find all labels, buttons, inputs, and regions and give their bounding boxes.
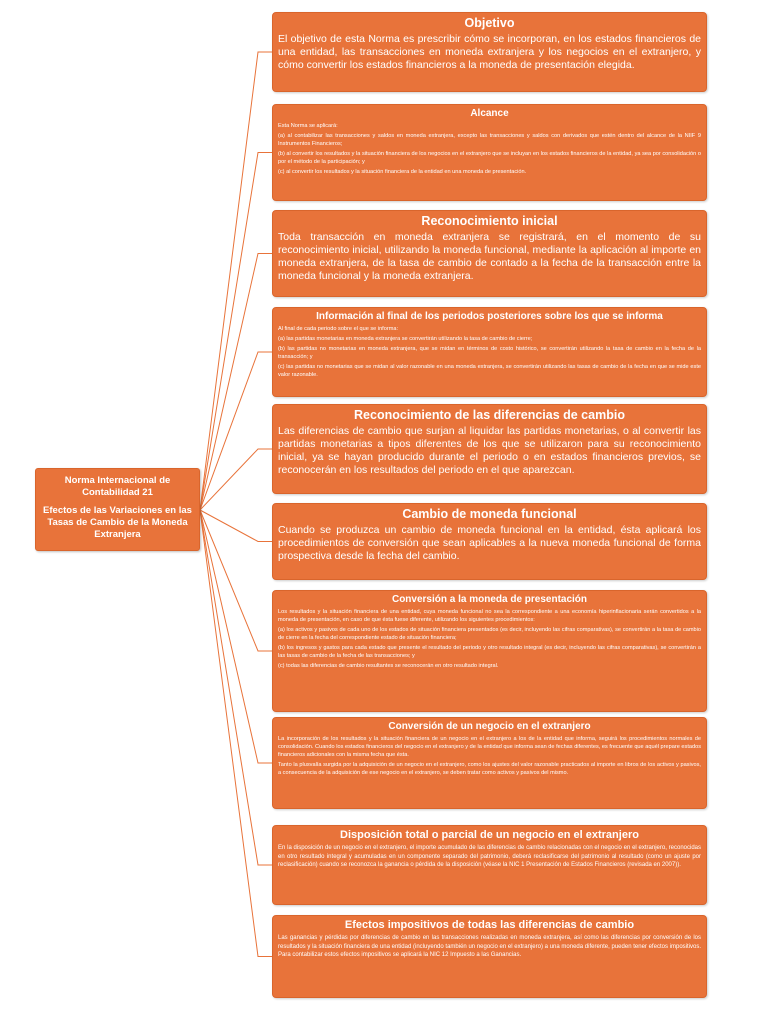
paragraph: (c) al convertir los resultados y la situación financiera de la entidad en una moneda de presentación. — [278, 169, 527, 175]
paragraph: Toda transacción en moneda extranjera se registrará, en el momento de su reconocimiento inicial, utilizando la moneda funcional, mediante la aplicación al importe en moneda extranjera, de la tasa de cambio de contado a la fecha de la transacción entre la moneda funcional y la moneda extranjera. — [278, 231, 701, 282]
paragraph: Las ganancias y pérdidas por diferencias de cambio en las transacciones realizadas en moneda extranjera, así como las diferencias por conversión de los resultados y la situación financiera de una entidad (incluyendo también un negocio en el extranjero) a una moneda diferente, pueden tener efectos impositivos. Para contabilizar estos efectos impositivos se aplicará la NIC 12 Impuesto a las Ganancias. — [278, 935, 701, 958]
box-body — [278, 122, 701, 176]
box-alcance — [272, 104, 707, 201]
box-body — [278, 735, 701, 777]
box-disposicion — [272, 825, 707, 905]
paragraph: (b) las partidas no monetarias en moneda extranjera, que se midan en términos de costo histórico, se convertirán utilizando la tasa de cambio en la fecha de la transacción; y — [278, 346, 701, 360]
box-title: Conversión a la moneda de presentación — [391, 594, 588, 605]
box-conversion-presentacion — [272, 590, 707, 712]
paragraph: Al final de cada periodo sobre el que se informa: — [278, 326, 399, 332]
paragraph: Tanto la plusvalía surgida por la adquisición de un negocio en el extranjero, como los ajustes del valor razonable practicados al importe en libros de los activos y pasivos, a consecuencia de la adquisición de ese negocio en el extranjero, se deben tratar como activos y pasivos del mismo. — [278, 762, 701, 776]
box-title: Reconocimiento de las diferencias de cambio — [354, 408, 625, 422]
box-informacion-final — [272, 307, 707, 397]
paragraph: En la disposición de un negocio en el extranjero, el importe acumulado de las diferencias de cambio relacionadas con el negocio en el extranjero, reconocidas en otro resultado integral y acumuladas en un componente separado del patrimonio, deberá reclasificarse del patrimonio al resultado (como un ajuste por reclasificación) cuando se reconozca la ganancia o pérdida de la disposición (véase la NIC 1 Presentación de Estados Financieros (revisada en 2007)). — [278, 845, 701, 868]
paragraph: Los resultados y la situación financiera de una entidad, cuya moneda funcional no sea la correspondiente a una economía hiperinflacionaria serán convertidos a la moneda de presentación, en caso de que ésta fuese diferente, utilizando los siguientes procedimientos: — [278, 609, 701, 623]
box-title: Efectos impositivos de todas las diferencias de cambio — [344, 919, 635, 931]
paragraph: (b) al convertir los resultados y la situación financiera de los negocios en el extranjero que se incluyan en los estados financieros de la entidad, ya sea por consolidación o por el método de la participación; y — [278, 151, 701, 165]
connector-line — [200, 510, 272, 651]
paragraph: Las diferencias de cambio que surjan al liquidar las partidas monetarias, o al convertir las partidas monetarias a tipos diferentes de los que se utilizaron para su reconocimiento inicial, ya se hayan producido durante el periodo o en estados financieros previos, se reconocerán en los resultados del periodo en el que aparezcan. — [278, 425, 701, 476]
paragraph: (c) las partidas no monetarias que se midan al valor razonable en una moneda extranjera, se convertirán utilizando las tasas de cambio de la fecha en que se mide este valor razonable. — [278, 364, 701, 378]
paragraph: (c) todas las diferencias de cambio resultantes se reconocerán en otro resultado integral. — [278, 663, 499, 669]
box-body — [278, 231, 701, 283]
root-title: Norma Internacional de Contabilidad 21 — [64, 475, 171, 498]
box-title: Alcance — [470, 108, 509, 119]
box-title: Cambio de moneda funcional — [402, 507, 577, 521]
box-body — [278, 844, 701, 870]
box-body — [278, 934, 701, 960]
box-body — [278, 325, 701, 379]
paragraph: Cuando se produzca un cambio de moneda funcional en la entidad, ésta aplicará los procedimientos de conversión que sean aplicables a la nueva moneda funcional de forma prospectiva desde la fecha del cambio. — [278, 524, 701, 562]
box-body — [278, 33, 701, 72]
connector-line — [200, 510, 272, 865]
paragraph: (a) al contabilizar las transacciones y saldos en moneda extranjera, excepto las transacciones y saldos con derivados que estén dentro del alcance de la NIIF 9 Instrumentos Financieros; — [278, 133, 701, 147]
box-body — [278, 524, 701, 563]
box-efectos-impositivos — [272, 915, 707, 998]
paragraph: (b) los ingresos y gastos para cada estado que presente el resultado del periodo y otro resultado integral (es decir, incluyendo las cifras comparativas), se convertirán a las tasas de cambio de la fecha de las transacciones; y — [278, 645, 701, 659]
paragraph: Esta Norma se aplicará: — [278, 123, 338, 129]
paragraph: El objetivo de esta Norma es prescribir cómo se incorporan, en los estados financieros de una entidad, las transacciones en moneda extranjera y los negocios en el extranjero, y cómo convertir los estados financieros a la moneda de presentación elegida. — [278, 33, 701, 71]
box-diferencias-cambio — [272, 404, 707, 494]
box-objetivo — [272, 12, 707, 92]
paragraph: La incorporación de los resultados y la situación financiera de un negocio en el extranjero a los de la entidad que informa, seguirá los procedimientos normales de consolidación. Cuando los estados financieros del negocio en el extranjero y de la entidad que informa sean de fechas diferentes, es frecuente que aquél prepare estados financieros adicionales con la misma fecha que ésta. — [278, 736, 701, 758]
box-title: Información al final de los periodos posteriores sobre los que se informa — [316, 311, 663, 322]
box-cambio-moneda-funcional — [272, 503, 707, 580]
connector-line — [200, 153, 272, 511]
box-body — [278, 608, 701, 670]
connector-line — [200, 510, 272, 763]
root-subtitle: Efectos de las Variaciones en las Tasas de Cambio de la Moneda Extranjera — [43, 505, 192, 540]
box-title: Disposición total o parcial de un negocio en el extranjero — [340, 829, 639, 841]
paragraph: (a) las partidas monetarias en moneda extranjera se convertirán utilizando la tasa de cambio de cierre; — [278, 336, 533, 342]
box-title: Objetivo — [464, 16, 515, 30]
box-body — [278, 425, 701, 477]
paragraph: (a) los activos y pasivos de cada uno de los estados de situación financiera presentados (es decir, incluyendo las cifras comparativas), se convertirán a la tasa de cambio de cierre en la fecha del correspondiente estado de situación financiera; — [278, 627, 701, 641]
box-conversion-negocio — [272, 717, 707, 809]
root-node — [35, 468, 200, 551]
box-title: Reconocimiento inicial — [421, 214, 558, 228]
box-reconocimiento-inicial — [272, 210, 707, 297]
connector-line — [200, 352, 272, 510]
box-title: Conversión de un negocio en el extranjero — [388, 721, 591, 732]
